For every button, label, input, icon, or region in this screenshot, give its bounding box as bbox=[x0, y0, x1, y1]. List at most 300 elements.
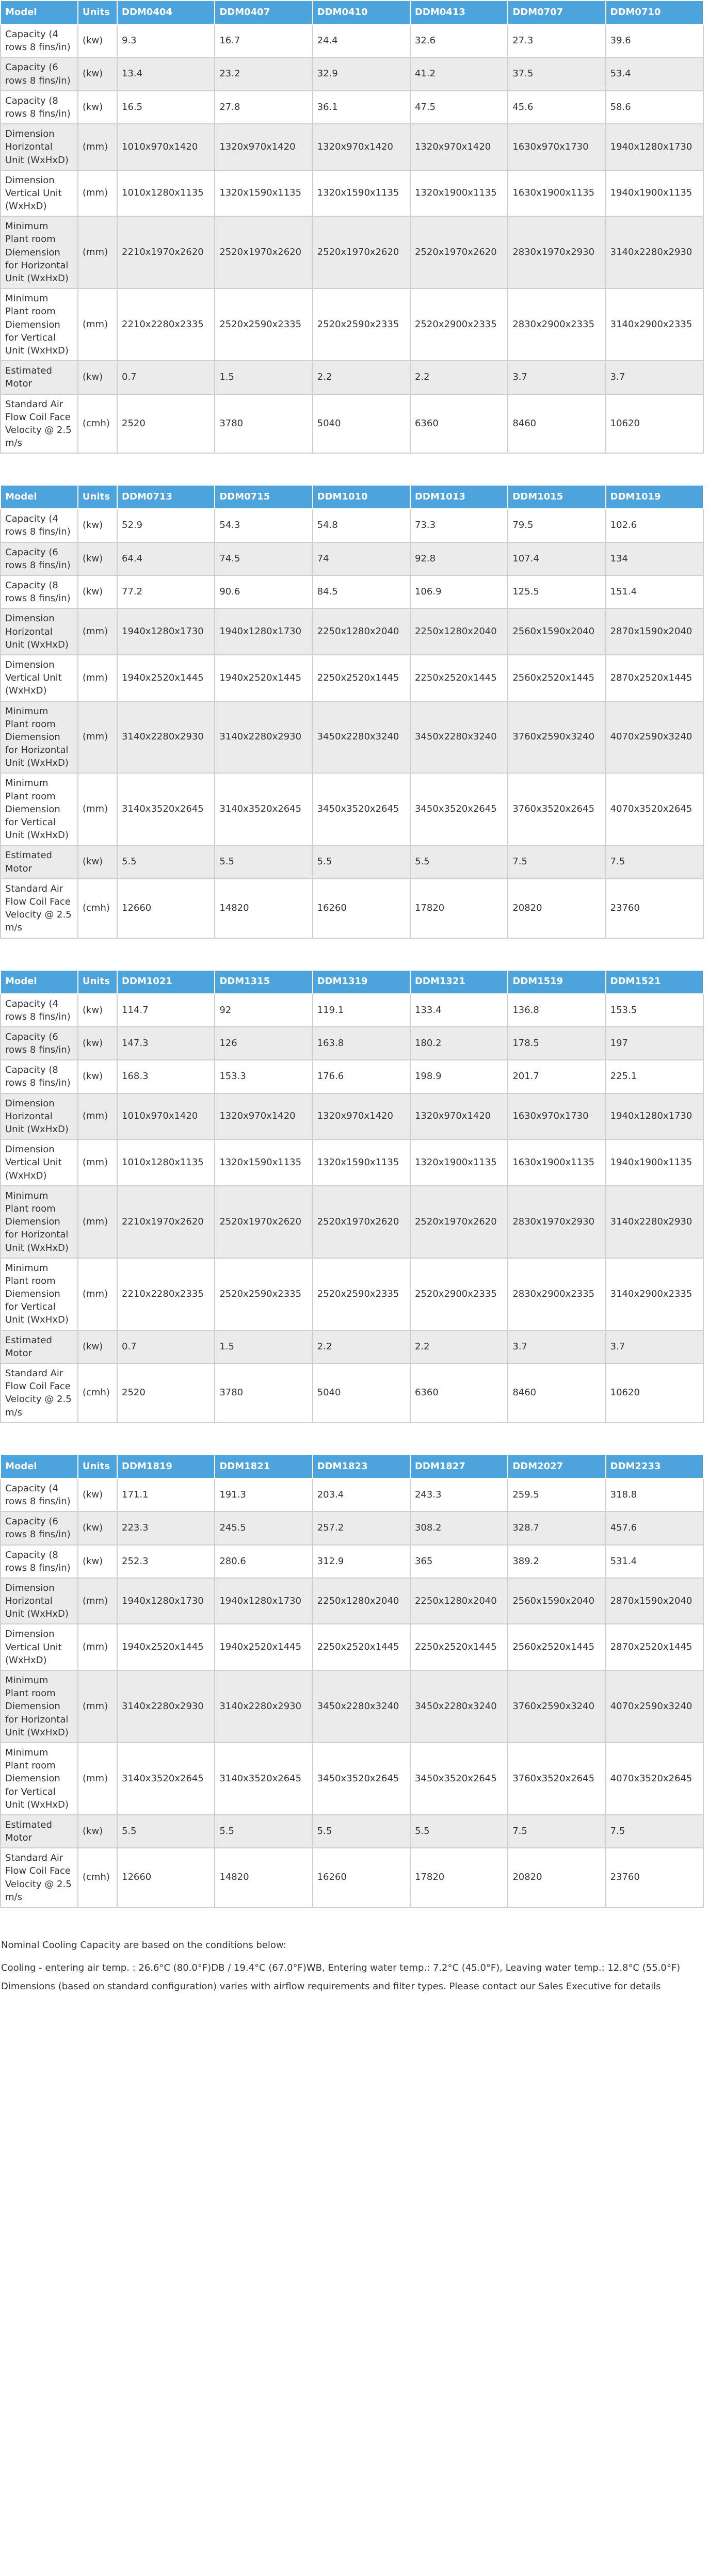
table-cell: 13.4 bbox=[117, 57, 215, 90]
table-cell: 1940x1280x1730 bbox=[606, 1093, 703, 1140]
table-cell: 252.3 bbox=[117, 1545, 215, 1578]
model-column-header: DDM1819 bbox=[117, 1455, 215, 1478]
table-row bbox=[1, 1848, 703, 1907]
table-cell: 1320x1590x1135 bbox=[215, 1139, 312, 1186]
row-units: (mm) bbox=[78, 773, 117, 845]
row-label: Capacity (6 rows 8 fins/in) bbox=[1, 1511, 78, 1544]
model-column-header: DDM0404 bbox=[117, 1, 215, 24]
table-row bbox=[1, 170, 703, 217]
table-row bbox=[1, 1330, 703, 1363]
table-cell: 1010x970x1420 bbox=[117, 1093, 215, 1140]
row-units: (kw) bbox=[78, 24, 117, 57]
table-cell: 14820 bbox=[215, 879, 312, 938]
row-units: (mm) bbox=[78, 1578, 117, 1624]
table-row bbox=[1, 773, 703, 845]
table-cell: 5040 bbox=[313, 394, 410, 454]
table-cell: 3760x3520x2645 bbox=[508, 1743, 605, 1815]
table-cell: 1010x1280x1135 bbox=[117, 170, 215, 217]
table-cell: 32.6 bbox=[410, 24, 508, 57]
table-cell: 1630x1900x1135 bbox=[508, 170, 605, 217]
table-cell: 1320x970x1420 bbox=[313, 124, 410, 170]
row-units: (kw) bbox=[78, 575, 117, 608]
row-label: Capacity (8 rows 8 fins/in) bbox=[1, 1545, 78, 1578]
row-units: (kw) bbox=[78, 845, 117, 878]
table-row bbox=[1, 361, 703, 394]
row-units: (kw) bbox=[78, 1511, 117, 1544]
table-header-row bbox=[1, 1455, 703, 1478]
row-label: Dimension Horizontal Unit (WxHxD) bbox=[1, 608, 78, 655]
table-cell: 2250x2520x1445 bbox=[313, 1624, 410, 1670]
table-cell: 328.7 bbox=[508, 1511, 605, 1544]
row-units: (mm) bbox=[78, 288, 117, 361]
table-cell: 1940x1280x1730 bbox=[215, 608, 312, 655]
model-column-header: DDM1315 bbox=[215, 970, 312, 994]
table-cell: 163.8 bbox=[313, 1027, 410, 1060]
table-cell: 1320x1590x1135 bbox=[313, 1139, 410, 1186]
spec-table bbox=[0, 1454, 704, 1908]
table-cell: 7.5 bbox=[508, 845, 605, 878]
table-row bbox=[1, 1060, 703, 1093]
table-cell: 23760 bbox=[606, 1848, 703, 1907]
row-units: (kw) bbox=[78, 1545, 117, 1578]
table-cell: 2830x2900x2335 bbox=[508, 288, 605, 361]
table-cell: 3140x2280x2930 bbox=[215, 701, 312, 774]
table-cell: 2.2 bbox=[410, 361, 508, 394]
table-cell: 106.9 bbox=[410, 575, 508, 608]
model-header: Model bbox=[1, 1, 78, 24]
table-row bbox=[1, 1743, 703, 1815]
model-column-header: DDM1521 bbox=[606, 970, 703, 994]
table-cell: 4070x3520x2645 bbox=[606, 773, 703, 845]
units-header: Units bbox=[78, 485, 117, 509]
notes-section bbox=[0, 1939, 705, 1993]
table-cell: 77.2 bbox=[117, 575, 215, 608]
row-units: (mm) bbox=[78, 1139, 117, 1186]
table-cell: 1940x2520x1445 bbox=[215, 1624, 312, 1670]
row-label: Dimension Vertical Unit (WxHxD) bbox=[1, 170, 78, 217]
table-cell: 3450x3520x2645 bbox=[313, 773, 410, 845]
table-cell: 147.3 bbox=[117, 1027, 215, 1060]
table-cell: 191.3 bbox=[215, 1478, 312, 1511]
table-cell: 2560x1590x2040 bbox=[508, 608, 605, 655]
row-units: (kw) bbox=[78, 361, 117, 394]
spec-table bbox=[0, 485, 704, 938]
row-units: (cmh) bbox=[78, 1363, 117, 1423]
row-label: Minimum Plant room Diemension for Vertical Unit (WxHxD) bbox=[1, 773, 78, 845]
table-cell: 6360 bbox=[410, 394, 508, 454]
table-cell: 64.4 bbox=[117, 542, 215, 575]
table-cell: 2250x2520x1445 bbox=[313, 655, 410, 701]
table-row bbox=[1, 542, 703, 575]
table-cell: 178.5 bbox=[508, 1027, 605, 1060]
table-cell: 20820 bbox=[508, 1848, 605, 1907]
table-header-row bbox=[1, 485, 703, 509]
table-cell: 24.4 bbox=[313, 24, 410, 57]
row-units: (cmh) bbox=[78, 1848, 117, 1907]
table-cell: 5.5 bbox=[215, 845, 312, 878]
table-cell: 36.1 bbox=[313, 91, 410, 124]
model-header: Model bbox=[1, 1455, 78, 1478]
table-cell: 52.9 bbox=[117, 509, 215, 542]
table-cell: 259.5 bbox=[508, 1478, 605, 1511]
model-column-header: DDM0410 bbox=[313, 1, 410, 24]
table-cell: 7.5 bbox=[508, 1815, 605, 1848]
model-column-header: DDM1319 bbox=[313, 970, 410, 994]
table-row bbox=[1, 1258, 703, 1330]
table-cell: 3140x2280x2930 bbox=[117, 1670, 215, 1743]
table-cell: 1940x1900x1135 bbox=[606, 1139, 703, 1186]
table-cell: 2520x1970x2620 bbox=[313, 1186, 410, 1258]
table-cell: 27.8 bbox=[215, 91, 312, 124]
table-cell: 7.5 bbox=[606, 1815, 703, 1848]
table-cell: 53.4 bbox=[606, 57, 703, 90]
model-column-header: DDM0407 bbox=[215, 1, 312, 24]
table-row bbox=[1, 701, 703, 774]
table-cell: 2520x1970x2620 bbox=[410, 216, 508, 288]
table-cell: 1320x970x1420 bbox=[410, 1093, 508, 1140]
model-column-header: DDM2027 bbox=[508, 1455, 605, 1478]
table-cell: 2.2 bbox=[410, 1330, 508, 1363]
row-units: (mm) bbox=[78, 1258, 117, 1330]
table-cell: 1320x970x1420 bbox=[410, 124, 508, 170]
table-cell: 126 bbox=[215, 1027, 312, 1060]
table-cell: 1630x1900x1135 bbox=[508, 1139, 605, 1186]
table-row bbox=[1, 1511, 703, 1544]
table-cell: 180.2 bbox=[410, 1027, 508, 1060]
row-label: Capacity (8 rows 8 fins/in) bbox=[1, 1060, 78, 1093]
table-cell: 3.7 bbox=[508, 1330, 605, 1363]
table-cell: 92.8 bbox=[410, 542, 508, 575]
model-column-header: DDM1013 bbox=[410, 485, 508, 509]
table-cell: 14820 bbox=[215, 1848, 312, 1907]
table-cell: 168.3 bbox=[117, 1060, 215, 1093]
table-cell: 10620 bbox=[606, 394, 703, 454]
table-cell: 2250x2520x1445 bbox=[410, 655, 508, 701]
model-column-header: DDM1015 bbox=[508, 485, 605, 509]
row-units: (kw) bbox=[78, 91, 117, 124]
table-cell: 1010x970x1420 bbox=[117, 124, 215, 170]
table-cell: 3450x2280x3240 bbox=[410, 701, 508, 774]
table-row bbox=[1, 845, 703, 878]
model-column-header: DDM1827 bbox=[410, 1455, 508, 1478]
table-cell: 102.6 bbox=[606, 509, 703, 542]
table-cell: 1320x1900x1135 bbox=[410, 170, 508, 217]
units-header: Units bbox=[78, 970, 117, 994]
table-row bbox=[1, 57, 703, 90]
table-cell: 1320x1590x1135 bbox=[313, 170, 410, 217]
table-row bbox=[1, 1670, 703, 1743]
row-label: Estimated Motor bbox=[1, 845, 78, 878]
table-cell: 2560x2520x1445 bbox=[508, 655, 605, 701]
table-cell: 16.7 bbox=[215, 24, 312, 57]
table-cell: 308.2 bbox=[410, 1511, 508, 1544]
table-cell: 2520x2590x2335 bbox=[313, 288, 410, 361]
table-cell: 74.5 bbox=[215, 542, 312, 575]
table-cell: 2520x2590x2335 bbox=[313, 1258, 410, 1330]
table-cell: 257.2 bbox=[313, 1511, 410, 1544]
row-units: (mm) bbox=[78, 1093, 117, 1140]
table-cell: 3.7 bbox=[606, 361, 703, 394]
table-cell: 201.7 bbox=[508, 1060, 605, 1093]
table-cell: 1320x1590x1135 bbox=[215, 170, 312, 217]
table-cell: 3.7 bbox=[606, 1330, 703, 1363]
table-cell: 20820 bbox=[508, 879, 605, 938]
table-cell: 1.5 bbox=[215, 361, 312, 394]
table-cell: 153.3 bbox=[215, 1060, 312, 1093]
table-cell: 133.4 bbox=[410, 994, 508, 1027]
table-cell: 3140x2900x2335 bbox=[606, 288, 703, 361]
row-label: Minimum Plant room Diemension for Horizontal Unit (WxHxD) bbox=[1, 701, 78, 774]
table-row bbox=[1, 1186, 703, 1258]
row-units: (kw) bbox=[78, 1478, 117, 1511]
model-header: Model bbox=[1, 970, 78, 994]
row-units: (kw) bbox=[78, 542, 117, 575]
table-cell: 1940x1280x1730 bbox=[215, 1578, 312, 1624]
table-cell: 2520x1970x2620 bbox=[215, 216, 312, 288]
table-cell: 119.1 bbox=[313, 994, 410, 1027]
row-units: (kw) bbox=[78, 1330, 117, 1363]
table-cell: 3450x2280x3240 bbox=[410, 1670, 508, 1743]
row-units: (kw) bbox=[78, 509, 117, 542]
table-cell: 457.6 bbox=[606, 1511, 703, 1544]
model-column-header: DDM1021 bbox=[117, 970, 215, 994]
table-cell: 1320x970x1420 bbox=[215, 1093, 312, 1140]
table-cell: 17820 bbox=[410, 879, 508, 938]
table-cell: 134 bbox=[606, 542, 703, 575]
table-cell: 151.4 bbox=[606, 575, 703, 608]
table-cell: 1940x1280x1730 bbox=[117, 1578, 215, 1624]
table-cell: 2210x2280x2335 bbox=[117, 1258, 215, 1330]
table-cell: 2520x2900x2335 bbox=[410, 288, 508, 361]
table-cell: 3760x2590x3240 bbox=[508, 701, 605, 774]
row-label: Estimated Motor bbox=[1, 1330, 78, 1363]
table-cell: 47.5 bbox=[410, 91, 508, 124]
table-cell: 107.4 bbox=[508, 542, 605, 575]
row-units: (mm) bbox=[78, 1670, 117, 1743]
model-column-header: DDM1321 bbox=[410, 970, 508, 994]
table-cell: 2520x2900x2335 bbox=[410, 1258, 508, 1330]
table-cell: 176.6 bbox=[313, 1060, 410, 1093]
table-cell: 17820 bbox=[410, 1848, 508, 1907]
table-cell: 3140x2280x2930 bbox=[606, 1186, 703, 1258]
model-header: Model bbox=[1, 485, 78, 509]
table-cell: 125.5 bbox=[508, 575, 605, 608]
table-cell: 3140x2280x2930 bbox=[606, 216, 703, 288]
table-cell: 3140x2280x2930 bbox=[215, 1670, 312, 1743]
table-cell: 4070x2590x3240 bbox=[606, 701, 703, 774]
units-header: Units bbox=[78, 1455, 117, 1478]
table-cell: 23.2 bbox=[215, 57, 312, 90]
table-cell: 54.8 bbox=[313, 509, 410, 542]
table-cell: 2870x2520x1445 bbox=[606, 655, 703, 701]
table-cell: 3450x2280x3240 bbox=[313, 1670, 410, 1743]
table-cell: 0.7 bbox=[117, 1330, 215, 1363]
table-cell: 2870x1590x2040 bbox=[606, 1578, 703, 1624]
table-cell: 54.3 bbox=[215, 509, 312, 542]
table-cell: 171.1 bbox=[117, 1478, 215, 1511]
table-cell: 41.2 bbox=[410, 57, 508, 90]
table-cell: 3140x2900x2335 bbox=[606, 1258, 703, 1330]
table-cell: 3450x3520x2645 bbox=[410, 773, 508, 845]
notes-dimensions: Dimensions (based on standard configuration) varies with airflow requirements and filter types. Please contact our Sales Executive for details bbox=[1, 1981, 661, 1992]
table-cell: 92 bbox=[215, 994, 312, 1027]
model-column-header: DDM0707 bbox=[508, 1, 605, 24]
row-label: Dimension Horizontal Unit (WxHxD) bbox=[1, 1578, 78, 1624]
table-cell: 1320x970x1420 bbox=[313, 1093, 410, 1140]
table-row bbox=[1, 24, 703, 57]
row-units: (mm) bbox=[78, 124, 117, 170]
table-cell: 531.4 bbox=[606, 1545, 703, 1578]
table-cell: 3140x3520x2645 bbox=[117, 1743, 215, 1815]
table-row bbox=[1, 1815, 703, 1848]
table-cell: 365 bbox=[410, 1545, 508, 1578]
model-column-header: DDM0715 bbox=[215, 485, 312, 509]
table-row bbox=[1, 608, 703, 655]
table-cell: 1940x1280x1730 bbox=[606, 124, 703, 170]
table-cell: 2560x1590x2040 bbox=[508, 1578, 605, 1624]
table-cell: 8460 bbox=[508, 394, 605, 454]
table-row bbox=[1, 124, 703, 170]
row-label: Capacity (4 rows 8 fins/in) bbox=[1, 24, 78, 57]
table-cell: 318.8 bbox=[606, 1478, 703, 1511]
row-units: (kw) bbox=[78, 994, 117, 1027]
model-column-header: DDM0710 bbox=[606, 1, 703, 24]
table-cell: 7.5 bbox=[606, 845, 703, 878]
table-row bbox=[1, 1093, 703, 1140]
table-cell: 2870x1590x2040 bbox=[606, 608, 703, 655]
table-row bbox=[1, 1624, 703, 1670]
table-cell: 2870x2520x1445 bbox=[606, 1624, 703, 1670]
table-cell: 84.5 bbox=[313, 575, 410, 608]
table-row bbox=[1, 1545, 703, 1578]
table-cell: 3140x2280x2930 bbox=[117, 701, 215, 774]
table-cell: 2520x1970x2620 bbox=[313, 216, 410, 288]
table-cell: 4070x3520x2645 bbox=[606, 1743, 703, 1815]
table-cell: 0.7 bbox=[117, 361, 215, 394]
table-cell: 1.5 bbox=[215, 1330, 312, 1363]
row-units: (mm) bbox=[78, 170, 117, 217]
model-column-header: DDM2233 bbox=[606, 1455, 703, 1478]
table-cell: 45.6 bbox=[508, 91, 605, 124]
table-cell: 37.5 bbox=[508, 57, 605, 90]
row-units: (kw) bbox=[78, 1060, 117, 1093]
row-label: Standard Air Flow Coil Face Velocity @ 2.5 m/s bbox=[1, 879, 78, 938]
table-row bbox=[1, 216, 703, 288]
table-cell: 3140x3520x2645 bbox=[117, 773, 215, 845]
row-units: (mm) bbox=[78, 1186, 117, 1258]
table-cell: 58.6 bbox=[606, 91, 703, 124]
spec-table bbox=[0, 970, 704, 1423]
model-column-header: DDM1821 bbox=[215, 1455, 312, 1478]
row-label: Dimension Vertical Unit (WxHxD) bbox=[1, 1624, 78, 1670]
table-cell: 3.7 bbox=[508, 361, 605, 394]
table-cell: 223.3 bbox=[117, 1511, 215, 1544]
table-cell: 2250x1280x2040 bbox=[313, 1578, 410, 1624]
table-cell: 8460 bbox=[508, 1363, 605, 1423]
table-cell: 3450x3520x2645 bbox=[313, 1743, 410, 1815]
row-label: Capacity (8 rows 8 fins/in) bbox=[1, 91, 78, 124]
table-cell: 2830x1970x2930 bbox=[508, 1186, 605, 1258]
table-cell: 3140x3520x2645 bbox=[215, 1743, 312, 1815]
notes-intro: Nominal Cooling Capacity are based on the conditions below: bbox=[1, 1940, 286, 1951]
table-row bbox=[1, 994, 703, 1027]
table-cell: 1630x970x1730 bbox=[508, 1093, 605, 1140]
table-cell: 5.5 bbox=[215, 1815, 312, 1848]
table-cell: 3760x2590x3240 bbox=[508, 1670, 605, 1743]
table-cell: 3780 bbox=[215, 394, 312, 454]
table-cell: 2250x1280x2040 bbox=[410, 608, 508, 655]
row-units: (kw) bbox=[78, 1027, 117, 1060]
row-label: Capacity (8 rows 8 fins/in) bbox=[1, 575, 78, 608]
table-cell: 79.5 bbox=[508, 509, 605, 542]
row-label: Capacity (6 rows 8 fins/in) bbox=[1, 1027, 78, 1060]
table-header-row bbox=[1, 970, 703, 994]
row-label: Minimum Plant room Diemension for Horizontal Unit (WxHxD) bbox=[1, 216, 78, 288]
model-column-header: DDM1010 bbox=[313, 485, 410, 509]
table-cell: 3450x3520x2645 bbox=[410, 1743, 508, 1815]
table-cell: 2210x1970x2620 bbox=[117, 216, 215, 288]
table-cell: 9.3 bbox=[117, 24, 215, 57]
row-label: Capacity (4 rows 8 fins/in) bbox=[1, 994, 78, 1027]
table-cell: 1940x2520x1445 bbox=[117, 655, 215, 701]
table-cell: 16.5 bbox=[117, 91, 215, 124]
row-units: (mm) bbox=[78, 701, 117, 774]
table-cell: 1940x2520x1445 bbox=[117, 1624, 215, 1670]
row-label: Capacity (4 rows 8 fins/in) bbox=[1, 509, 78, 542]
table-row bbox=[1, 879, 703, 938]
table-cell: 23760 bbox=[606, 879, 703, 938]
table-cell: 197 bbox=[606, 1027, 703, 1060]
table-cell: 2520 bbox=[117, 394, 215, 454]
units-header: Units bbox=[78, 1, 117, 24]
row-label: Estimated Motor bbox=[1, 1815, 78, 1848]
row-units: (cmh) bbox=[78, 879, 117, 938]
row-label: Capacity (4 rows 8 fins/in) bbox=[1, 1478, 78, 1511]
table-row bbox=[1, 1139, 703, 1186]
table-cell: 2520 bbox=[117, 1363, 215, 1423]
table-cell: 74 bbox=[313, 542, 410, 575]
row-label: Standard Air Flow Coil Face Velocity @ 2.5 m/s bbox=[1, 1848, 78, 1907]
row-label: Capacity (6 rows 8 fins/in) bbox=[1, 57, 78, 90]
spec-table bbox=[0, 0, 704, 454]
table-cell: 27.3 bbox=[508, 24, 605, 57]
table-cell: 2520x1970x2620 bbox=[215, 1186, 312, 1258]
table-cell: 153.5 bbox=[606, 994, 703, 1027]
table-row bbox=[1, 1478, 703, 1511]
row-label: Standard Air Flow Coil Face Velocity @ 2.5 m/s bbox=[1, 394, 78, 454]
table-cell: 2560x2520x1445 bbox=[508, 1624, 605, 1670]
row-label: Capacity (6 rows 8 fins/in) bbox=[1, 542, 78, 575]
table-cell: 90.6 bbox=[215, 575, 312, 608]
table-cell: 225.1 bbox=[606, 1060, 703, 1093]
row-label: Estimated Motor bbox=[1, 361, 78, 394]
row-label: Minimum Plant room Diemension for Horizontal Unit (WxHxD) bbox=[1, 1186, 78, 1258]
table-cell: 3140x3520x2645 bbox=[215, 773, 312, 845]
table-row bbox=[1, 655, 703, 701]
table-row bbox=[1, 91, 703, 124]
table-row bbox=[1, 288, 703, 361]
row-label: Minimum Plant room Diemension for Vertical Unit (WxHxD) bbox=[1, 288, 78, 361]
row-label: Dimension Horizontal Unit (WxHxD) bbox=[1, 1093, 78, 1140]
table-cell: 10620 bbox=[606, 1363, 703, 1423]
table-cell: 4070x2590x3240 bbox=[606, 1670, 703, 1743]
table-cell: 5.5 bbox=[410, 845, 508, 878]
table-cell: 2210x2280x2335 bbox=[117, 288, 215, 361]
table-cell: 2830x2900x2335 bbox=[508, 1258, 605, 1330]
table-cell: 6360 bbox=[410, 1363, 508, 1423]
table-cell: 2520x2590x2335 bbox=[215, 288, 312, 361]
row-label: Dimension Vertical Unit (WxHxD) bbox=[1, 1139, 78, 1186]
